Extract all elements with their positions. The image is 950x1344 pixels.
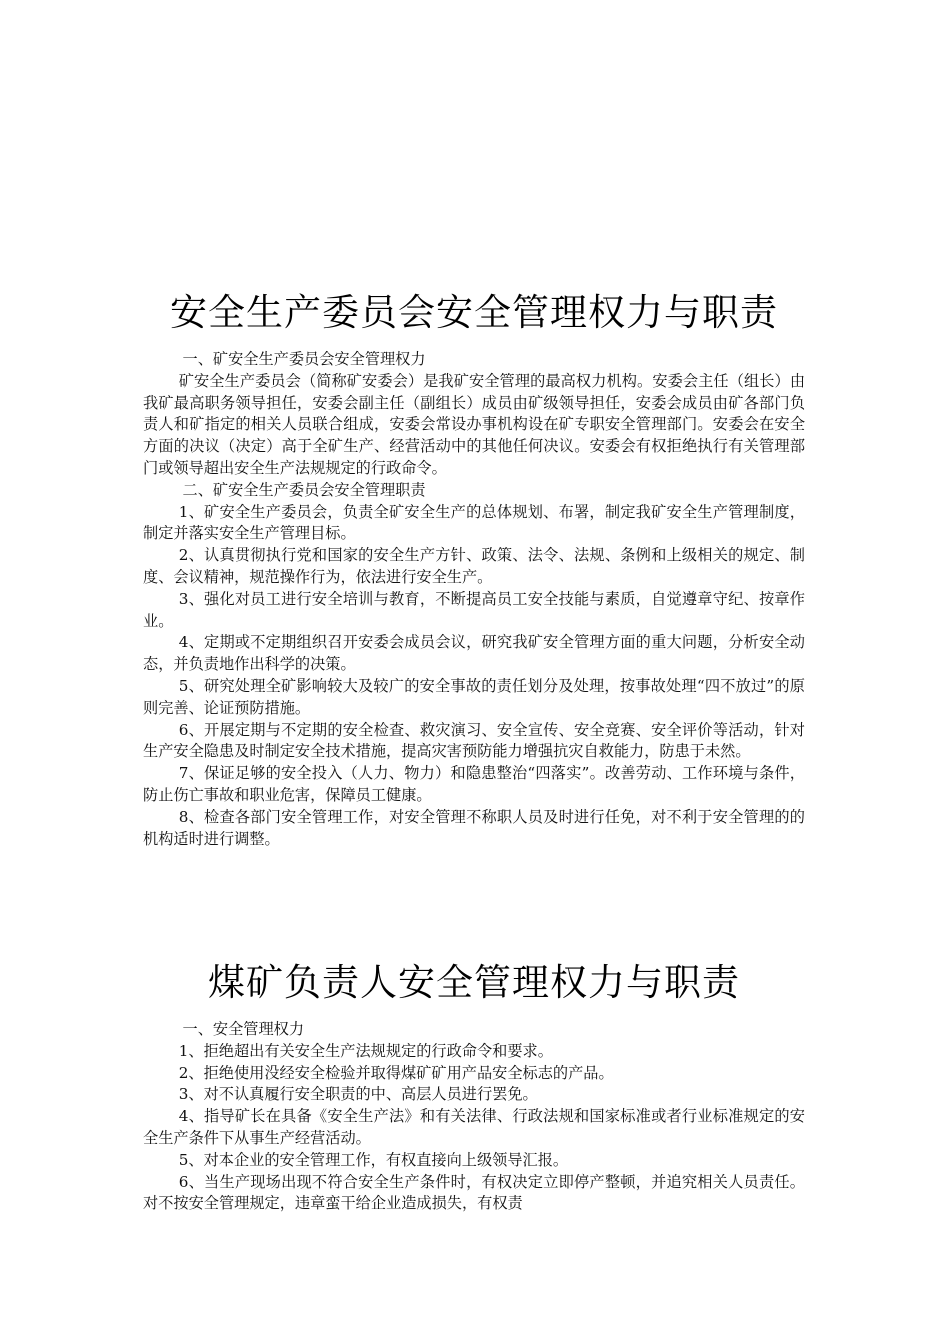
- paragraph: 矿安全生产委员会（简称矿安委会）是我矿安全管理的最高权力机构。安委会主任（组长）由我矿最高职务领导担任，安委会副主任（副组长）成员由矿级领导担任，安委会成员由矿各部门负责人和矿指定的相关人员联合组成，安委会常设办事机构设在矿专职安全管理部门。安委会在安全方面的决议（决定）高于全矿生产、经营活动中的其他任何决议。安委会有权拒绝执行有关管理部门或领导超出安全生产法规规定的行政命令。: [143, 371, 805, 477]
- section-heading-powers: 一、安全管理权力: [182, 1020, 305, 1038]
- list-item: 3、对不认真履行安全职责的中、高层人员进行罢免。: [178, 1085, 538, 1104]
- list-item: 1、拒绝超出有关安全生产法规规定的行政命令和要求。: [178, 1041, 553, 1060]
- section-heading-powers: 一、矿安全生产委员会安全管理权力: [182, 350, 426, 368]
- list-item: 1、矿安全生产委员会，负责全矿安全生产的总体规划、布署，制定我矿安全生产管理制度，制定并落实安全生产管理目标。: [143, 502, 805, 543]
- list-item: 5、研究处理全矿影响较大及较广的安全事故的责任划分及处理，按事故处理“四不放过”的原则完善、论证预防措施。: [143, 676, 805, 717]
- committee-section: [143, 285, 805, 850]
- list-item: 2、认真贯彻执行党和国家的安全生产方针、政策、法令、法规、条例和上级相关的规定、制度、会议精神，规范操作行为，依法进行安全生产。: [143, 546, 805, 586]
- mine-leader-title: 煤矿负责人安全管理权力与职责: [208, 961, 740, 1004]
- mine-leader-body: [143, 1019, 805, 1215]
- list-item: 6、开展定期与不定期的安全检查、救灾演习、安全宣传、安全竞赛、安全评价等活动，针对生产安全隐患及时制定安全技术措施，提高灾害预防能力增强抗灾自救能力，防患于未然。: [143, 720, 805, 761]
- section-heading-duties: 二、矿安全生产委员会安全管理职责: [182, 480, 426, 499]
- committee-body: [143, 349, 805, 850]
- list-item: 6、当生产现场出现不符合安全生产条件时，有权决定立即停产整顿，并追究相关人员责任。对不按安全管理规定，违章蛮干给企业造成损失，有权责: [143, 1172, 805, 1213]
- list-item: 5、对本企业的安全管理工作，有权直接向上级领导汇报。: [178, 1150, 569, 1169]
- list-item: 2、拒绝使用没经安全检验并取得煤矿矿用产品安全标志的产品。: [178, 1063, 614, 1082]
- list-item: 8、检查各部门安全管理工作，对安全管理不称职人员及时进行任免，对不利于安全管理的的机构适时进行调整。: [143, 807, 805, 848]
- list-item: 4、指导矿长在具备《安全生产法》和有关法律、行政法规和国家标准或者行业标准规定的安全生产条件下从事生产经营活动。: [143, 1107, 805, 1147]
- list-item: 3、强化对员工进行安全培训与教育，不断提高员工安全技能与素质，自觉遵章守纪、按章作业。: [143, 589, 805, 630]
- list-item: 4、定期或不定期组织召开安委会成员会议，研究我矿安全管理方面的重大问题，分析安全动态，并负责地作出科学的决策。: [143, 633, 805, 674]
- committee-title: 安全生产委员会安全管理权力与职责: [170, 291, 778, 334]
- list-item: 7、保证足够的安全投入（人力、物力）和隐患整治“四落实”。改善劳动、工作环境与条件，防止伤亡事故和职业危害，保障员工健康。: [143, 764, 805, 804]
- mine-leader-section: [143, 955, 805, 1215]
